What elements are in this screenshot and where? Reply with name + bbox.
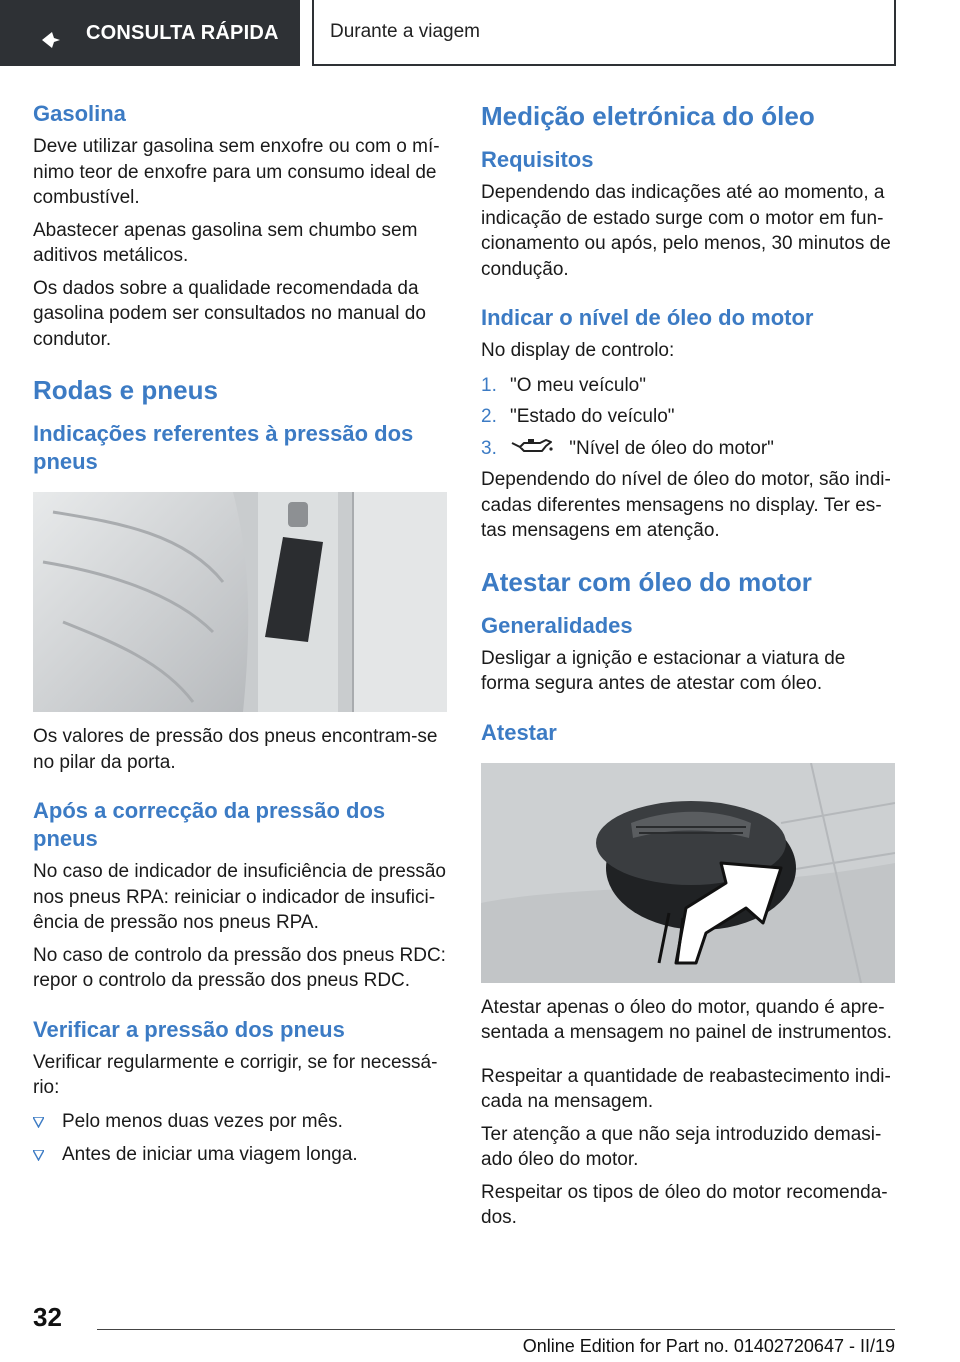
- atestar-paragraph-4: Respeitar os tipos de óleo do motor recomendados.: [481, 1181, 888, 1228]
- apos-paragraph-1: No caso de indicador de insuficiência de pressão nos pneus RPA: reiniciar o indicador de insuficiência de pressão nos pneus RPA.: [33, 861, 446, 933]
- apos-paragraph-2: No caso de controlo da pressão dos pneus RDC: repor o controlo da pressão dos pneus RDC.: [33, 944, 446, 991]
- triangle-bullet-icon: [33, 1150, 44, 1161]
- step-number: 1.: [481, 374, 497, 396]
- door-pillar-image: [33, 492, 447, 712]
- oil-cap-image: [481, 763, 895, 983]
- triangle-bullet-icon: [33, 1117, 44, 1128]
- indicar-heading: Indicar o nível de óleo do motor: [481, 305, 814, 330]
- step-number: 2.: [481, 406, 497, 427]
- requisitos-paragraph: Dependendo das indicações até ao momento, a indicação de estado surge com o motor em funcionamento ou após, pelo menos, 30 minutos de condução.: [481, 182, 891, 280]
- page-header: [0, 0, 960, 66]
- verificar-list: [33, 1109, 447, 1168]
- atestar-paragraph-3: Ter atenção a que não seja introduzido demasiado óleo do motor.: [481, 1123, 882, 1170]
- section-tab[interactable]: [312, 0, 896, 66]
- oil-can-icon: [510, 437, 554, 457]
- right-column: [481, 100, 895, 1231]
- page-number: 32: [33, 1302, 62, 1332]
- generalidades-paragraph: Desligar a ignição e estacionar a viatura de forma segura antes de atestar com óleo.: [481, 647, 846, 694]
- indicar-paragraph-2: Dependendo do nível de óleo do motor, são indicadas diferentes mensagens no display. Ter estas mensagens em atenção.: [481, 469, 891, 541]
- step-number: 3.: [481, 437, 497, 459]
- steps-list: [481, 373, 895, 462]
- section-tab-label: Durante a viagem: [330, 21, 480, 42]
- list-item: [33, 1109, 447, 1135]
- rodas-heading: Rodas e pneus: [33, 375, 218, 405]
- pillar-caption: Os valores de pressão dos pneus encontram-se no pilar da porta.: [33, 726, 438, 773]
- list-item: [33, 1142, 447, 1168]
- atestar-heading: Atestar: [481, 719, 557, 745]
- medicao-heading: Medição eletrónica do óleo: [481, 101, 815, 131]
- requisitos-heading: Requisitos: [481, 147, 594, 172]
- list-item: [481, 373, 895, 399]
- pin-icon: [40, 29, 62, 51]
- gasolina-paragraph-1: Deve utilizar gasolina sem enxofre ou com o mínimo teor de enxofre para um consumo ideal de combustível.: [33, 136, 440, 208]
- edition-note: Online Edition for Part no. 01402720647 - II/19: [522, 1336, 895, 1356]
- atestar-paragraph-1: Atestar apenas o óleo do motor, quando é apresentada a mensagem no painel de instrumentos.: [481, 996, 892, 1043]
- left-column: [33, 100, 447, 1168]
- list-item: [481, 436, 895, 462]
- gasolina-heading: Gasolina: [33, 101, 126, 126]
- gasolina-paragraph-2: Abastecer apenas gasolina sem chumbo sem aditivos metálicos.: [33, 219, 418, 266]
- step-text: "O meu veículo": [510, 374, 646, 396]
- verificar-heading: Verificar a pressão dos pneus: [33, 1016, 345, 1042]
- step-text: "Estado do veículo": [510, 406, 675, 427]
- verificar-paragraph: Verificar regularmente e corrigir, se for necessário:: [33, 1051, 438, 1098]
- step-text: "Nível de óleo do motor": [569, 437, 774, 459]
- quick-reference-label: CONSULTA RÁPIDA: [86, 21, 279, 44]
- indicar-paragraph: No display de controlo:: [481, 340, 675, 361]
- list-item-text: Pelo menos duas vezes por mês.: [62, 1110, 343, 1132]
- atestar-motor-heading: Atestar com óleo do motor: [481, 566, 812, 597]
- generalidades-heading: Generalidades: [481, 612, 633, 638]
- list-item: [481, 404, 895, 430]
- indicacoes-heading: Indicações referentes à pressão dos pneus: [33, 421, 414, 474]
- footer-divider: [97, 1329, 895, 1330]
- list-item-text: Antes de iniciar uma viagem longa.: [62, 1144, 358, 1165]
- apos-heading: Após a correcção da pressão dos pneus: [33, 798, 386, 851]
- atestar-paragraph-2: Respeitar a quantidade de reabastecimento indicada na mensagem.: [481, 1065, 891, 1112]
- gasolina-paragraph-3: Os dados sobre a qualidade recomendada da gasolina podem ser consultados no manual do condutor.: [33, 277, 426, 350]
- quick-reference-tab[interactable]: [0, 0, 300, 66]
